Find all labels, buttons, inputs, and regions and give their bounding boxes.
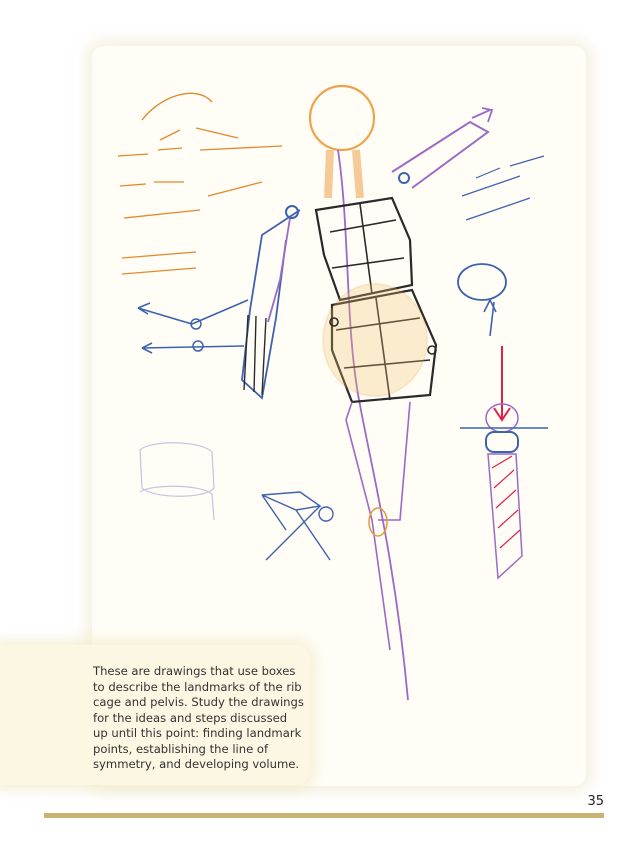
footer-rule xyxy=(44,813,604,818)
page-number: 35 xyxy=(587,794,604,809)
figure-caption: These are drawings that use boxes to describe the landmarks of the rib cage and pelvis. Study the drawings for the ideas and steps discussed up until this point: finding landmark points, establishing the line of symmetry, and developing volume. xyxy=(93,664,304,771)
